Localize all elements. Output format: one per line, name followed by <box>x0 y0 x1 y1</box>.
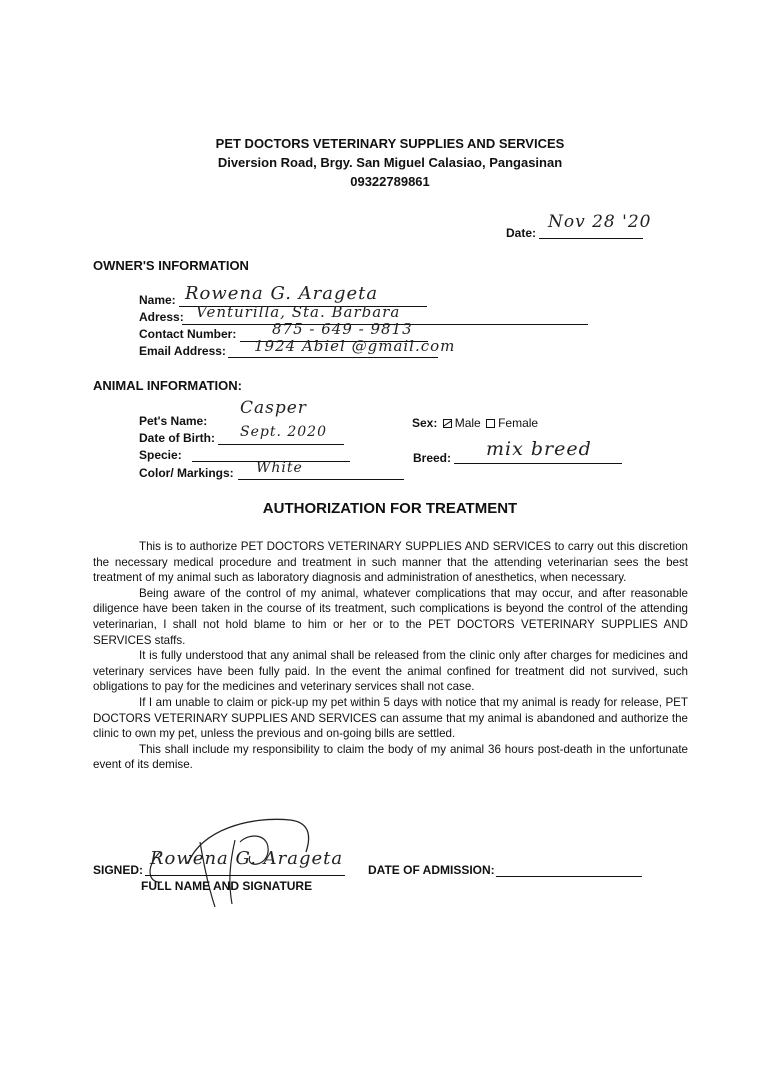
company-name: PET DOCTORS VETERINARY SUPPLIES AND SERVICES <box>215 136 565 151</box>
date-line <box>539 238 643 239</box>
color-line <box>238 479 404 480</box>
owner-address-value: Venturilla, Sta. Barbara <box>196 303 401 321</box>
dob-value: Sept. 2020 <box>240 424 327 440</box>
signed-value: Rowena G. Arageta <box>150 848 344 869</box>
dob-line <box>218 444 344 445</box>
sex-male-checkbox[interactable] <box>443 419 452 428</box>
owner-email-value: 1924 Abiel @gmail.com <box>254 337 456 355</box>
owner-address-label: Adress: <box>139 310 184 324</box>
owner-name-value: Rowena G. Arageta <box>185 283 379 304</box>
authorization-title: AUTHORIZATION FOR TREATMENT <box>262 500 518 517</box>
date-label: Date: <box>506 226 537 240</box>
pet-name-label: Pet's Name: <box>139 414 208 428</box>
authorization-paragraph: If I am unable to claim or pick-up my pet within 5 days with notice that my animal is ready for release, PET DOCTORS VETERINARY SUPPLIES AND SERVICES can assume that my animal is abandoned and authorize the clinic to own my pet, unless the previous and on-going bills are settled. <box>93 695 688 741</box>
dob-label: Date of Birth: <box>139 431 215 445</box>
owner-contact-value: 875 - 649 - 9813 <box>272 320 413 338</box>
color-value: White <box>256 460 303 476</box>
owner-name-label: Name: <box>139 293 176 307</box>
breed-value: mix breed <box>486 438 592 460</box>
admission-label: DATE OF ADMISSION: <box>368 863 495 877</box>
owner-email-label: Email Address: <box>139 344 226 358</box>
date-value: Nov 28 '20 <box>548 212 652 232</box>
sex-female-checkbox[interactable] <box>486 419 495 428</box>
admission-line <box>496 876 642 877</box>
color-label: Color/ Markings: <box>139 466 234 480</box>
authorization-paragraph: This shall include my responsibility to claim the body of my animal 36 hours post-death in the unfortunate event of its demise. <box>93 742 688 772</box>
pet-name-value: Casper <box>240 398 307 418</box>
company-phone: 09322789861 <box>350 174 430 189</box>
owner-email-line <box>228 357 438 358</box>
signature-caption: FULL NAME AND SIGNATURE <box>141 879 313 893</box>
authorization-paragraph: It is fully understood that any animal shall be released from the clinic only after charges for medicines and veterinary services have been fully paid. In the event the animal confined for treatment did not survived, such obligations to pay for the medicines and veterinary services shall not case. <box>93 649 688 694</box>
breed-line <box>454 463 622 464</box>
authorization-paragraph: This is to authorize PET DOCTORS VETERINARY SUPPLIES AND SERVICES to carry out this discretion the necessary medical procedure and treatment in such manner that the attending veterinarian sees the best treatment of my animal such as laboratory diagnosis and administration of anesthetics, when necessary. <box>93 540 688 585</box>
authorization-body <box>93 539 688 773</box>
signature-line <box>145 875 345 876</box>
sex-label: Sex: <box>412 416 438 430</box>
sex-male-label: Male <box>454 416 481 430</box>
animal-section-title: ANIMAL INFORMATION: <box>93 378 242 393</box>
breed-label: Breed: <box>413 451 452 465</box>
signed-label: SIGNED: <box>93 863 144 877</box>
sex-female-label: Female <box>498 416 539 430</box>
sex-field <box>412 416 538 430</box>
company-address: Diversion Road, Brgy. San Miguel Calasiao, Pangasinan <box>217 155 563 170</box>
owner-contact-label: Contact Number: <box>139 327 237 341</box>
authorization-paragraph: Being aware of the control of my animal, whatever complications that may occur, and after reasonable diligence have been taken in the course of its treatment, such complications is beyond the control of the attending veterinarian, I shall not hold blame to him or her or to the PET DOCTORS VETERINARY SUPPLIES AND SERVICES staffs. <box>93 586 688 647</box>
owner-section-title: OWNER'S INFORMATION <box>93 258 249 273</box>
specie-label: Specie: <box>139 448 182 462</box>
